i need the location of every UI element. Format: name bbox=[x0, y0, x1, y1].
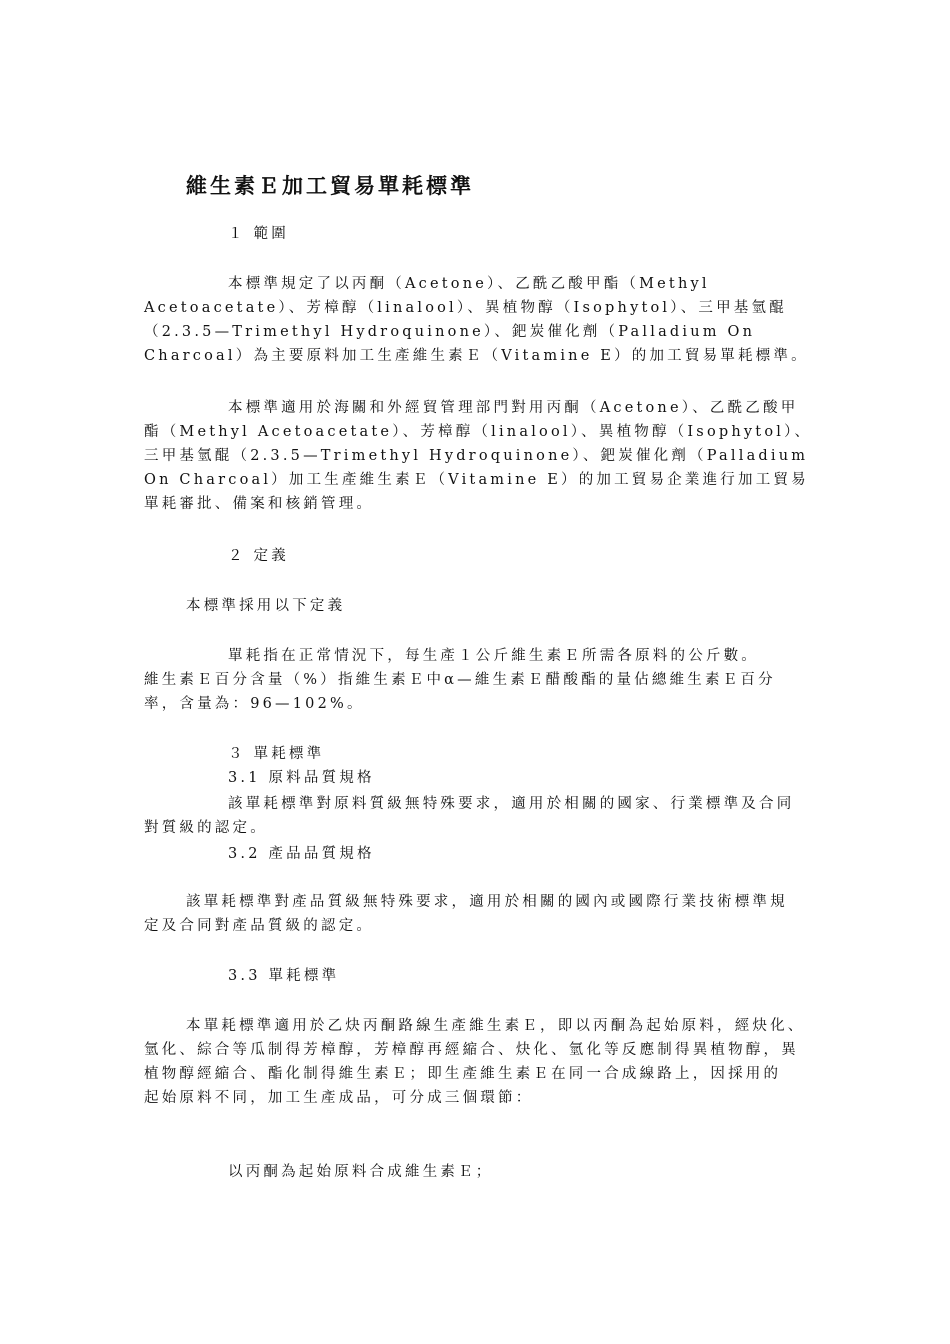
section-1-para-1-line-1: 本標準規定了以丙酮（Acetone）、乙酰乙酸甲酯（Methyl bbox=[228, 276, 710, 292]
section-3-3-heading: 3.3 單耗標準 bbox=[228, 968, 340, 984]
section-1-para-2-line-2: 酯（Methyl Acetoacetate）、芳樟醇（linalool）、異植物醇（Isophytol）、 bbox=[144, 424, 813, 440]
section-2-para-line-2: 維生素Ｅ百分含量（%）指維生素Ｅ中α—維生素Ｅ醋酸酯的量佔總維生素Ｅ百分 bbox=[144, 672, 776, 688]
section-1-para-2-line-5: 單耗審批、備案和核銷管理。 bbox=[144, 496, 375, 512]
section-3-3-para-line-3: 植物醇經縮合、酯化制得維生素Ｅ；即生產維生素Ｅ在同一合成線路上，因採用的 bbox=[144, 1066, 782, 1082]
section-2-para-line-1: 單耗指在正常情況下，每生產１公斤維生素Ｅ所需各原料的公斤數。 bbox=[228, 648, 759, 664]
section-3-heading: ３ 單耗標準 bbox=[228, 746, 325, 762]
section-3-2-para-line-2: 定及合同對產品質級的認定。 bbox=[144, 918, 375, 934]
section-3-2-heading: 3.2 產品品質規格 bbox=[228, 846, 375, 862]
section-2-para-line-3: 率，含量為：96—102%。 bbox=[144, 696, 365, 712]
section-1-para-2-line-3: 三甲基氫醌（2.3.5—Trimethyl Hydroquinone）、鈀炭催化劑（Palladium bbox=[144, 448, 809, 464]
document-title: 維生素Ｅ加工貿易單耗標準 bbox=[186, 173, 474, 198]
section-1-para-1-line-3: （2.3.5—Trimethyl Hydroquinone）、鈀炭催化劑（Palladium On bbox=[144, 324, 756, 340]
section-3-2-para-line-1: 該單耗標準對產品質級無特殊要求，適用於相關的國內或國際行業技術標準規 bbox=[186, 894, 788, 910]
section-2-heading: ２ 定義 bbox=[228, 548, 289, 564]
section-1-para-1-line-2: Acetoacetate）、芳樟醇（linalool）、異植物醇（Isophytol）、三甲基氫醌 bbox=[144, 300, 787, 316]
section-3-1-para-line-1: 該單耗標準對原料質級無特殊要求，適用於相關的國家、行業標準及合同 bbox=[228, 796, 795, 812]
section-3-3-para-line-1: 本單耗標準適用於乙炔丙酮路線生產維生素Ｅ，即以丙酮為起始原料，經炔化、 bbox=[186, 1018, 806, 1034]
section-2-intro: 本標準採用以下定義 bbox=[186, 598, 346, 614]
section-3-3-item-1: 以丙酮為起始原料合成維生素Ｅ； bbox=[228, 1164, 494, 1180]
section-1-heading: １ 範圍 bbox=[228, 226, 289, 242]
section-3-3-para-line-4: 起始原料不同，加工生產成品，可分成三個環節： bbox=[144, 1090, 534, 1106]
section-3-3-para-line-2: 氫化、綜合等瓜制得芳樟醇，芳樟醇再經縮合、炔化、氫化等反應制得異植物醇，異 bbox=[144, 1042, 799, 1058]
section-3-1-para-line-2: 對質級的認定。 bbox=[144, 820, 268, 836]
section-1-para-2-line-4: On Charcoal）加工生產維生素Ｅ（Vitamine E）的加工貿易企業進行加工貿易 bbox=[144, 472, 809, 488]
section-1-para-2-line-1: 本標準適用於海關和外經貿管理部門對用丙酮（Acetone）、乙酰乙酸甲 bbox=[228, 400, 799, 416]
section-3-1-heading: 3.1 原料品質規格 bbox=[228, 770, 375, 786]
section-1-para-1-line-4: Charcoal）為主要原料加工生產維生素Ｅ（Vitamine E）的加工貿易單耗標準。 bbox=[144, 348, 809, 364]
